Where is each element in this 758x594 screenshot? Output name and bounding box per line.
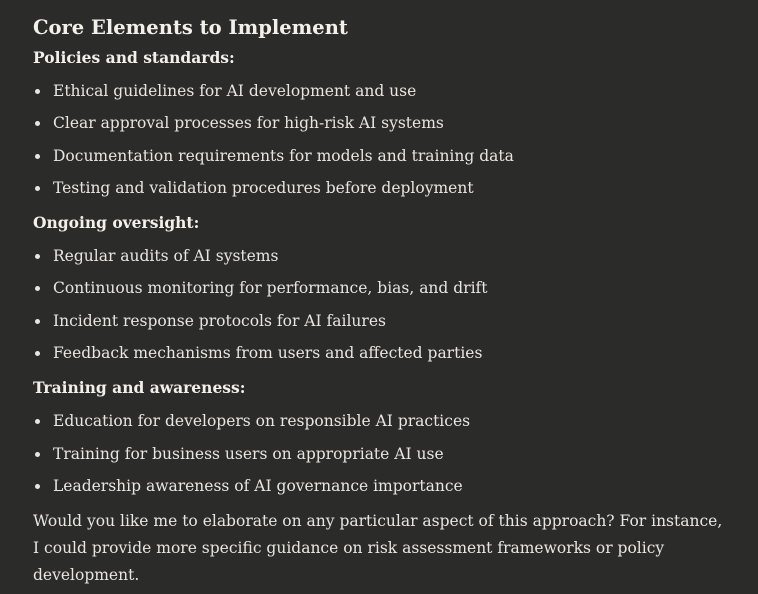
training-title: Training and awareness: [33,378,246,398]
list-item: Leadership awareness of AI governance importance [33,470,733,502]
list-item: Education for developers on responsible AI practices [33,405,733,437]
list-item: Ethical guidelines for AI development and use [33,75,733,107]
closing-paragraph: Would you like me to elaborate on any particular aspect of this approach? For instance, I could provide more specific guidance on risk assessment frameworks or policy development. [33,512,723,585]
training-list [33,405,733,502]
policies-list [33,75,733,204]
list-item: Continuous monitoring for performance, bias, and drift [33,272,733,304]
list-item: Feedback mechanisms from users and affected parties [33,337,733,369]
policies-title: Policies and standards: [33,48,235,67]
list-item: Regular audits of AI systems [33,240,733,272]
list-item: Training for business users on appropriate AI use [33,438,733,470]
message-content [33,12,733,589]
oversight-list [33,240,733,369]
list-item: Documentation requirements for models and training data [33,140,733,172]
oversight-title: Ongoing oversight: [33,213,200,233]
list-item: Testing and validation procedures before deployment [33,172,733,204]
section-heading: Core Elements to Implement [33,16,348,39]
list-item: Incident response protocols for AI failures [33,305,733,337]
list-item: Clear approval processes for high-risk AI systems [33,107,733,139]
